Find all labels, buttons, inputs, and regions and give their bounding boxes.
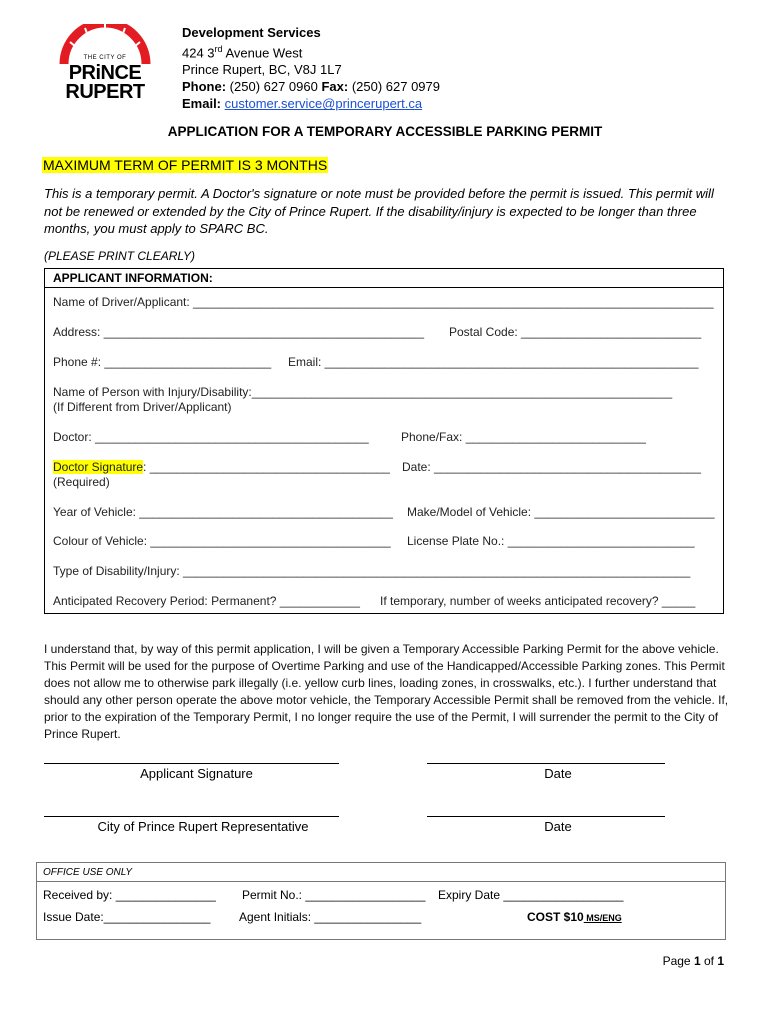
phone-field[interactable]: Phone #: _________________________ xyxy=(53,355,272,369)
street-address: 424 3rd Avenue West xyxy=(182,44,303,61)
applicant-signature-label: Applicant Signature xyxy=(140,766,253,781)
recovery-permanent-field[interactable]: Anticipated Recovery Period: Permanent? ____________ xyxy=(53,594,360,608)
date-label-2: Date xyxy=(544,819,572,834)
date-line-1[interactable] xyxy=(427,763,665,764)
date-field[interactable]: Date: ________________________________________ xyxy=(402,460,701,474)
recovery-weeks-field[interactable]: If temporary, number of weeks anticipated recovery? _____ xyxy=(380,594,696,608)
print-clearly-note: (PLEASE PRINT CLEARLY) xyxy=(44,249,195,263)
applicant-info-header: APPLICANT INFORMATION: xyxy=(45,269,723,288)
city-logo xyxy=(50,24,160,106)
email-link[interactable]: customer.service@princerupert.ca xyxy=(224,96,423,112)
city-address: Prince Rupert, BC, V8J 1L7 xyxy=(182,62,342,78)
department-name: Development Services xyxy=(182,25,321,40)
injured-person-field[interactable]: Name of Person with Injury/Disability:_______________________________________________________________ xyxy=(53,385,673,399)
phone-fax-field[interactable]: Phone/Fax: ___________________________ xyxy=(401,430,646,444)
agent-initials-field[interactable]: Agent Initials: ________________ xyxy=(239,910,422,924)
doctor-signature-label: Doctor Signature xyxy=(53,460,144,474)
applicant-name-field[interactable]: Name of Driver/Applicant: ______________________________________________________________________________ xyxy=(53,295,714,309)
address-field[interactable]: Address: ________________________________________________ xyxy=(53,325,425,339)
permit-number-field[interactable]: Permit No.: __________________ xyxy=(242,888,426,902)
max-term-notice: MAXIMUM TERM OF PERMIT IS 3 MONTHS xyxy=(43,157,328,173)
office-use-section xyxy=(36,862,726,940)
applicant-signature-line[interactable] xyxy=(44,763,339,764)
doctor-field[interactable]: Doctor: _________________________________________ xyxy=(53,430,369,444)
date-line-2[interactable] xyxy=(427,816,665,817)
issue-date-field[interactable]: Issue Date:________________ xyxy=(43,910,211,924)
logo-prince: PRiNCE xyxy=(68,62,142,84)
postal-code-field[interactable]: Postal Code: ___________________________ xyxy=(449,325,702,339)
cost-label: COST $10 MS/ENG xyxy=(527,910,622,924)
logo-rupert: RUPERT xyxy=(65,81,145,103)
representative-signature-label: City of Prince Rupert Representative xyxy=(97,819,309,834)
applicant-info-section xyxy=(44,268,724,614)
form-title: APPLICATION FOR A TEMPORARY ACCESSIBLE PARKING PERMIT xyxy=(167,124,603,139)
phone-fax: Phone: (250) 627 0960 Fax: (250) 627 0979 xyxy=(182,79,440,95)
email-field[interactable]: Email: ________________________________________________________ xyxy=(288,355,699,369)
office-use-header: OFFICE USE ONLY xyxy=(37,863,725,882)
received-by-field[interactable]: Received by: _______________ xyxy=(43,888,216,902)
vehicle-year-field[interactable]: Year of Vehicle: ______________________________________ xyxy=(53,505,393,519)
email-row: Email: customer.service@princerupert.ca xyxy=(182,96,423,112)
license-plate-field[interactable]: License Plate No.: ____________________________ xyxy=(407,534,695,548)
intro-paragraph: This is a temporary permit. A Doctor's signature or note must be provided before the permit is issued. This permit will not be renewed or extended by the City of Prince Rupert. If the disability/injury is expected to be longer than three months, you must apply to SPARC BC. xyxy=(44,186,714,236)
cost-code: MS/ENG xyxy=(583,913,622,923)
declaration-paragraph: I understand that, by way of this permit application, I will be given a Temporary Accessible Parking Permit for the above vehicle. This Permit will be used for the purpose of Overtime Parking and use of the Handicapped/Accessible Parking zones. This Permit does not allow me to otherwise park illegally (i.e. yellow curb lines, loading zones, in crosswalks, etc.). I further understand that should any other person operate the above motor vehicle, the Temporary Accessible Permit shall be removed from the vehicle. If, prior to the expiration of the Temporary Permit, I no longer require the use of the Permit, I will surrender the permit to the City of Prince Rupert. xyxy=(44,642,729,741)
doctor-signature-field[interactable]: Doctor Signature: ____________________________________ xyxy=(53,460,390,474)
page-number: Page 1 of 1 xyxy=(662,954,724,968)
disability-type-field[interactable]: Type of Disability/Injury: ____________________________________________________________________________ xyxy=(53,564,691,578)
required-note: (Required) xyxy=(53,475,110,489)
contact-block xyxy=(182,24,440,112)
date-label-1: Date xyxy=(544,766,572,781)
vehicle-make-field[interactable]: Make/Model of Vehicle: ___________________________ xyxy=(407,505,715,519)
injured-person-note: (If Different from Driver/Applicant) xyxy=(53,400,232,414)
expiry-date-field[interactable]: Expiry Date __________________ xyxy=(438,888,624,902)
representative-signature-line[interactable] xyxy=(44,816,339,817)
logo-small-text: THE CITY OF xyxy=(83,55,127,61)
vehicle-colour-field[interactable]: Colour of Vehicle: ____________________________________ xyxy=(53,534,391,548)
